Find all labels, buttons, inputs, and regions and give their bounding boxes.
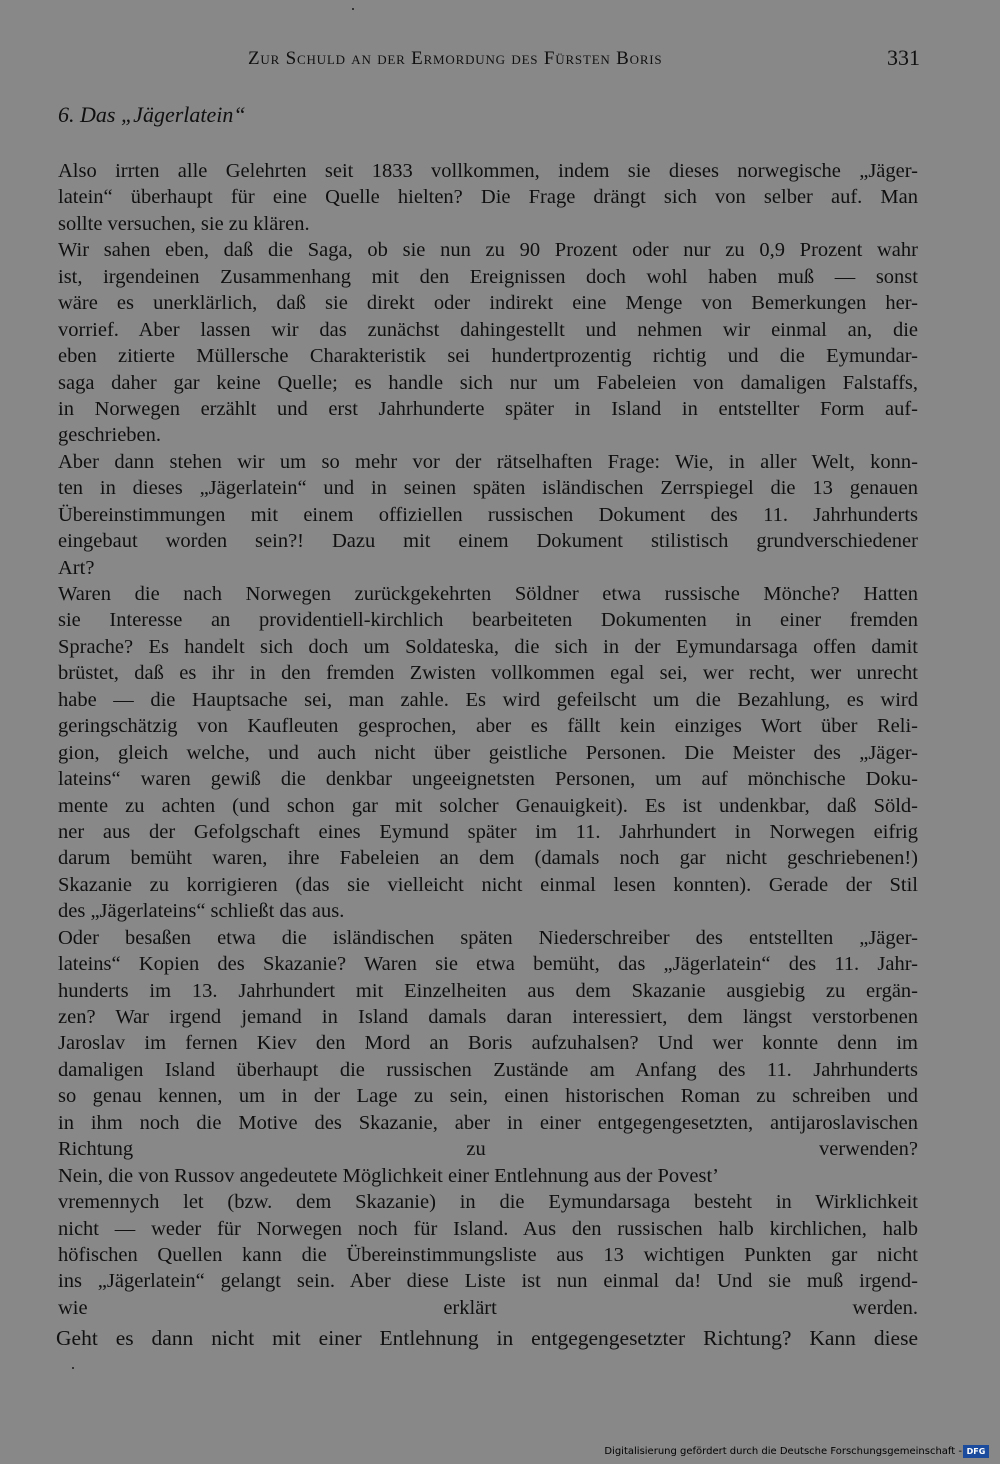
body-line: Aber dann stehen wir um so mehr vor der rätselhaften Frage: Wie, in aller Welt, konn- (58, 450, 918, 473)
page-number: 331 (887, 45, 920, 70)
body-line: Nein, die von Russov angedeutete Möglichkeit einer Entlehnung aus der Povest’ (58, 1164, 719, 1187)
body-line: Jaroslav im fernen Kiev den Mord an Boris aufzuhalsen? Und wer konnte denn im (58, 1032, 918, 1055)
body-line: Wir sahen eben, daß die Saga, ob sie nun zu 90 Prozent oder nur zu 0,9 Prozent wahr (58, 239, 918, 262)
body-line: geschrieben. (58, 424, 162, 447)
body-line: sie Interesse an providentiell-kirchlich bearbeiteten Dokumenten in einer fremden (58, 609, 918, 632)
body-line: saga daher gar keine Quelle; es handle sich nur um Fabeleien von damaligen Falstaffs, (58, 371, 918, 394)
footer-credit (604, 1446, 962, 1458)
body-line: latein“ überhaupt für eine Quelle hielten? Die Frage drängt sich von selber auf. Man (58, 186, 918, 209)
body-line: sollte versuchen, sie zu klären. (58, 212, 310, 235)
body-line: lateins“ Kopien des Skazanie? Waren sie etwa bemüht, das „Jägerlatein“ des 11. Jahr- (58, 953, 918, 976)
body-line: ner aus der Gefolgschaft eines Eymund später im 11. Jahrhundert in Norwegen eifrig (58, 820, 918, 843)
footer-credit-text: Digitalisierung gefördert durch die Deutsche Forschungsgemeinschaft - (604, 1446, 962, 1457)
body-text (58, 158, 918, 1321)
body-line: so genau kennen, um in der Lage zu sein, einen historischen Roman zu schreiben und (58, 1085, 918, 1108)
body-line: Übereinstimmungen mit einem offiziellen russischen Dokument des 11. Jahrhunderts (58, 503, 918, 526)
body-line: eingebaut worden sein?! Dazu mit einem Dokument stilistisch grundverschiedener (58, 530, 918, 553)
body-line: Skazanie zu korrigieren (das sie vielleicht nicht einmal lesen konnten). Gerade der Stil (58, 873, 918, 896)
scan-speck (72, 1367, 74, 1369)
section-title: 6. Das „Jägerlatein“ (58, 102, 246, 127)
body-line: Waren die nach Norwegen zurückgekehrten Söldner etwa russische Mönche? Hatten (58, 583, 918, 605)
body-line: Sprache? Es handelt sich doch um Soldateska, die sich in der Eymundarsaga offen damit (58, 635, 918, 658)
body-line: höfischen Quellen kann die Übereinstimmungsliste aus 13 wichtigen Punkten gar nicht (58, 1243, 918, 1266)
body-line: damaligen Island überhaupt die russischen Zustände am Anfang des 11. Jahrhunderts (58, 1058, 918, 1081)
body-line: darum bemüht waren, ihre Fabeleien an dem (damals noch gar nicht geschriebenen!) (58, 847, 918, 870)
body-line: des „Jägerlateins“ schließt das aus. (58, 900, 345, 923)
body-line: in Norwegen erzählt und erst Jahrhunderte später in Island in entstellter Form auf- (58, 397, 918, 420)
dfg-logo: DFG (963, 1445, 989, 1458)
body-line: eben zitierte Müllersche Charakteristik sei hundertprozentig richtig und die Eymundar- (58, 345, 918, 368)
body-line: vremennych let (bzw. dem Skazanie) in die Eymundarsaga besteht in Wirklichkeit (58, 1191, 918, 1214)
body-line: brüstet, daß es ihr in den fremden Zwisten vollkommen egal sei, wer recht, wer unrecht (58, 662, 918, 685)
body-line: Richtung zu verwenden? (58, 1138, 918, 1161)
body-line: mente zu achten (und schon gar mit solcher Genauigkeit). Es ist undenkbar, daß Söld- (58, 794, 918, 817)
body-line: Also irrten alle Gelehrten seit 1833 vollkommen, indem sie dieses norwegische „Jäger- (58, 160, 918, 182)
body-line: ten in dieses „Jägerlatein“ und in seinen späten isländischen Zerrspiegel die 13 genauen (58, 477, 918, 500)
scan-speck (352, 8, 354, 10)
body-line: nicht — weder für Norwegen noch für Island. Aus den russischen halb kirchlichen, halb (58, 1217, 918, 1240)
body-line: gion, gleich welche, und auch nicht über geistliche Personen. Die Meister des „Jäger- (58, 741, 918, 764)
body-line: ist, irgendeinen Zusammenhang mit den Ereignissen doch wohl haben muß — sonst (58, 265, 918, 288)
body-line: geringschätzig von Kaufleuten gesprochen, aber es fällt kein einziges Wort über Reli- (58, 715, 918, 738)
body-final-line: Geht es dann nicht mit einer Entlehnung in entgegengesetzter Richtung? Kann diese (56, 1326, 918, 1350)
body-line: in ihm noch die Motive des Skazanie, aber in einer entgegengesetzten, antijaroslavischen (58, 1111, 918, 1134)
running-head: Zur Schuld an der Ermordung des Fürsten Boris (248, 48, 663, 69)
body-line: wäre es unerklärlich, daß sie direkt oder indirekt eine Menge von Bemerkungen her- (58, 292, 918, 315)
body-line: ins „Jägerlatein“ gelangt sein. Aber diese Liste ist nun einmal da! Und sie muß irgend- (58, 1270, 918, 1293)
body-line: Oder besaßen etwa die isländischen späten Niederschreiber des entstellten „Jäger- (58, 926, 918, 949)
body-line: hunderts im 13. Jahrhundert mit Einzelheiten aus dem Skazanie ausgiebig zu ergän- (58, 979, 918, 1002)
body-line: lateins“ waren gewiß die denkbar ungeeignetsten Personen, um auf mönchische Doku- (58, 768, 918, 791)
body-line: zen? War irgend jemand in Island damals daran interessiert, dem längst verstorbenen (58, 1006, 918, 1028)
body-line: habe — die Hauptsache sei, man zahle. Es wird gefeilscht um die Bezahlung, es wird (58, 688, 918, 711)
body-line: Art? (58, 556, 95, 579)
body-line: wie erklärt werden. (58, 1296, 918, 1319)
body-line: vorrief. Aber lassen wir das zunächst dahingestellt und nehmen wir einmal an, die (58, 318, 918, 341)
